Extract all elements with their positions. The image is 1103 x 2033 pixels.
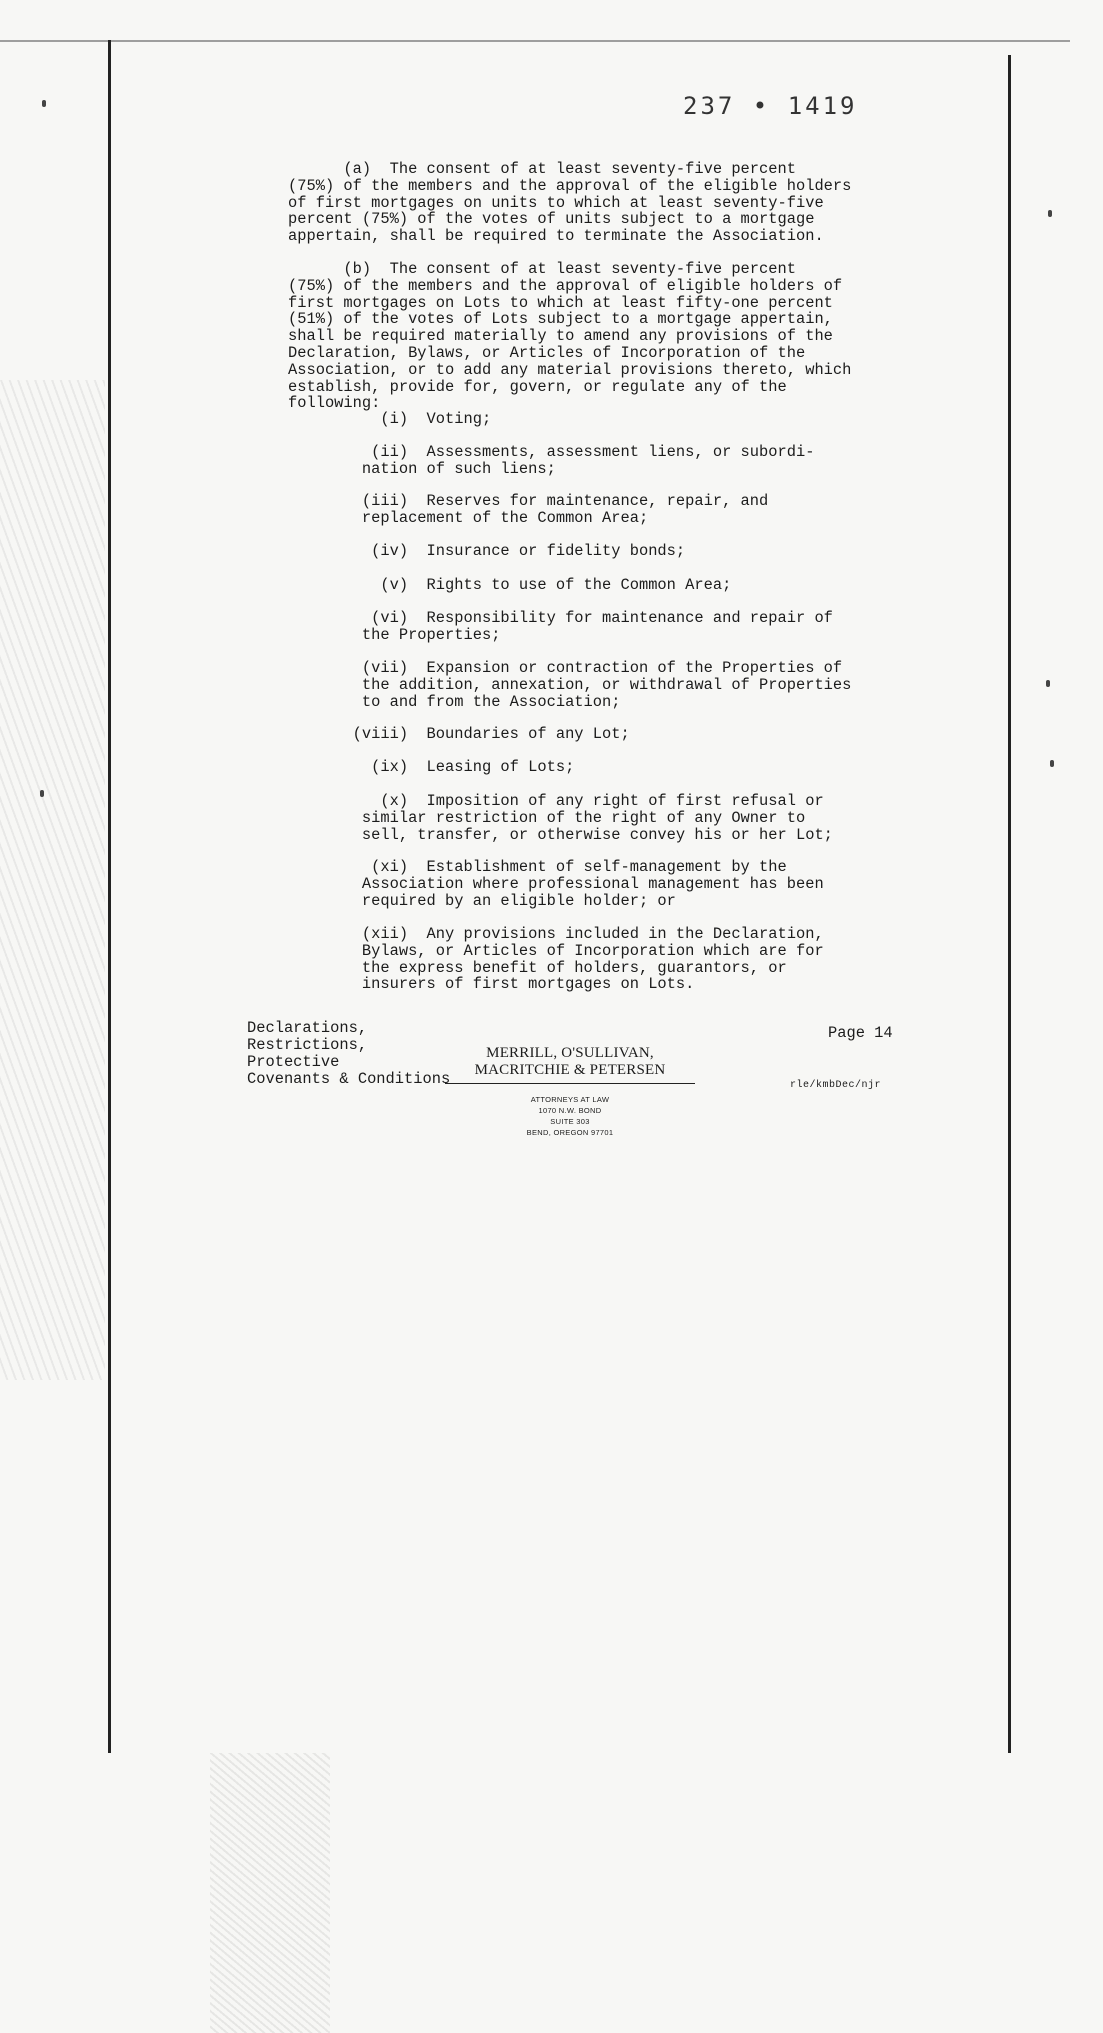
list-item-vi: (vi) Responsibility for maintenance and repair of the Properties; xyxy=(361,609,833,644)
footer-document-title: Declarations, Restrictions, Protective Covenants & Conditions xyxy=(247,1019,451,1088)
scan-speck xyxy=(1048,210,1052,217)
reference-code: rle/kmbDec/njr xyxy=(790,1080,882,1091)
scan-speck xyxy=(40,790,44,797)
paragraph-b: (b) The consent of at least seventy-five percent (75%) of the members and the approval of eligible holders of first mortgages on Lots to which at least fifty-one percent (51%) of the votes of Lots subject to a mortgage appertain, shall be required materially to amend any provisions of the Declaration, Bylaws, or Articles of Incorporation of the Association, or to add any material provisions thereto, which establish, provide for, govern, or regulate any of the following: xyxy=(288,260,852,413)
scan-speck xyxy=(1050,760,1054,767)
list-item-i: (i) Voting; xyxy=(288,410,492,428)
scan-edge-left xyxy=(108,40,111,1753)
list-item-v: (v) Rights to use of the Common Area; xyxy=(288,576,732,594)
list-item-iv: (iv) Insurance or fidelity bonds; xyxy=(288,542,686,560)
firm-address-street: 1070 N.W. BOND xyxy=(538,1106,602,1115)
paragraph-a: (a) The consent of at least seventy-five percent (75%) of the members and the approval of the eligible holders of first mortgages on units to which at least seventy-five percent (75%) of the votes of units subject to a mortgage appertain, shall be required to terminate the Association. xyxy=(288,160,852,246)
list-item-viii: (viii) Boundaries of any Lot; xyxy=(288,725,630,743)
book-page-number: 237 • 1419 xyxy=(683,92,858,120)
firm-letterhead xyxy=(445,1045,695,1138)
firm-address-suite: SUITE 303 xyxy=(550,1117,590,1126)
scan-edge-top xyxy=(0,40,1070,42)
list-item-vii: (vii) Expansion or contraction of the Properties of the addition, annexation, or withdrawal of Properties to and from the Association; xyxy=(361,659,852,711)
list-item-ix: (ix) Leasing of Lots; xyxy=(288,758,575,776)
list-item-xii: (xii) Any provisions included in the Declaration, Bylaws, or Articles of Incorporation which are for the express benefit of holders, guarantors, or insurers of first mortgages on Lots. xyxy=(361,925,824,994)
list-item-x: (x) Imposition of any right of first refusal or similar restriction of the right of any Owner to sell, transfer, or otherwise convey his or her Lot; xyxy=(361,792,833,844)
list-item-ii: (ii) Assessments, assessment liens, or subordi- nation of such liens; xyxy=(361,443,815,478)
firm-name: MERRILL, O'SULLIVAN, MACRITCHIE & PETERSEN xyxy=(445,1045,695,1084)
scan-speck xyxy=(1046,680,1050,687)
list-item-xi: (xi) Establishment of self-management by the Association where professional management has been required by an eligible holder; or xyxy=(361,858,824,910)
page-label: Page 14 xyxy=(828,1024,893,1042)
scan-noise-bottom xyxy=(210,1753,330,2033)
firm-tagline: ATTORNEYS AT LAW xyxy=(530,1095,610,1104)
list-item-iii: (iii) Reserves for maintenance, repair, and replacement of the Common Area; xyxy=(361,492,769,527)
firm-address-city: BEND, OREGON 97701 xyxy=(526,1128,614,1137)
scan-speck xyxy=(42,100,46,107)
scan-edge-right xyxy=(1008,55,1011,1753)
scan-noise-left xyxy=(0,380,105,1380)
